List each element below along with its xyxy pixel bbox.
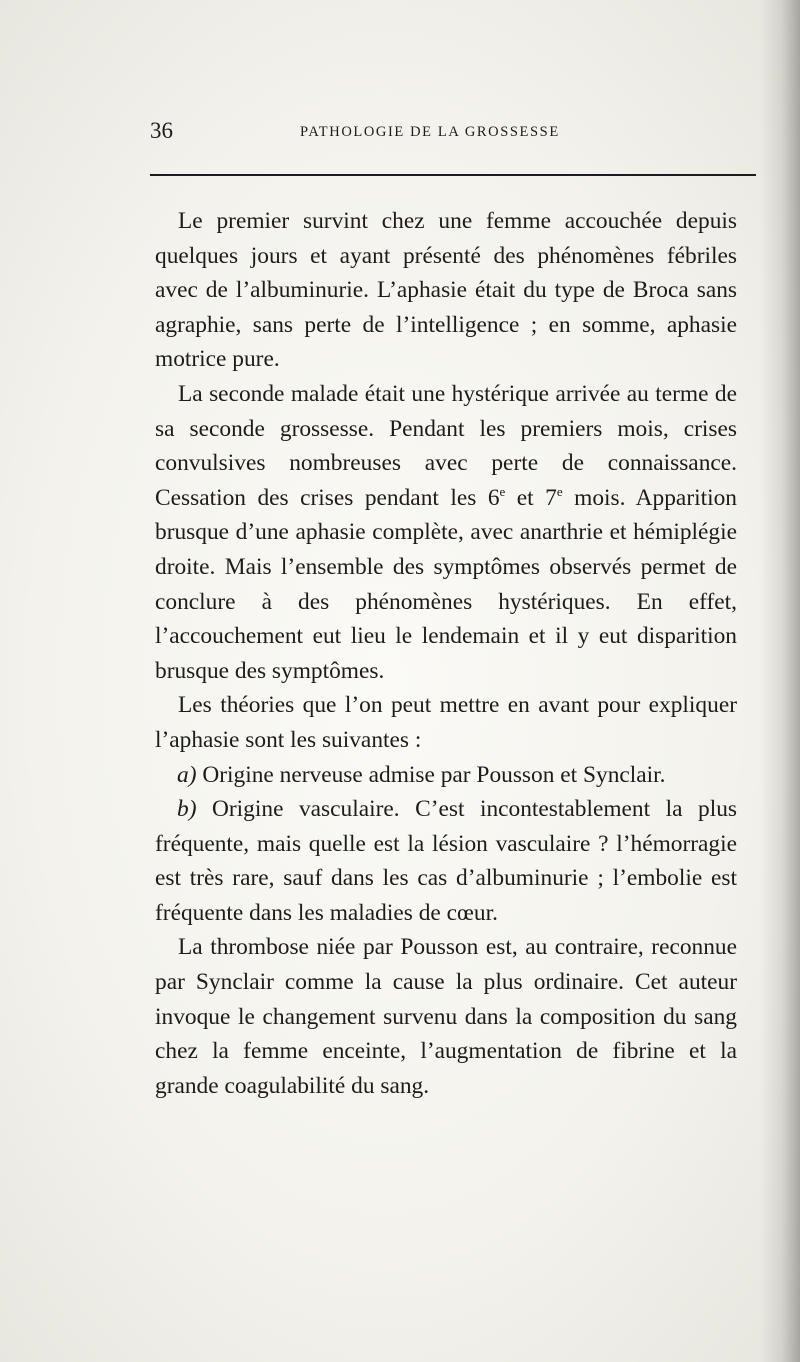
paragraph-second-case-part-1: La seconde malade était une hystérique arrivée au terme de sa seconde grossesse. Pendant les premiers mois, crises convulsives nombreuses avec perte de connaissance. Cessation des crises pendant les 6 bbox=[155, 380, 737, 511]
paragraph-second-case-part-2: et 7 bbox=[505, 484, 557, 511]
gutter-shadow bbox=[760, 0, 800, 1362]
list-marker-b: b) bbox=[177, 796, 197, 823]
superscript-6e: e bbox=[499, 483, 506, 499]
superscript-7e: e bbox=[556, 483, 563, 499]
running-title: PATHOLOGIE DE LA GROSSESSE bbox=[300, 124, 560, 140]
paragraph-first-case: Le premier survint chez une femme accouchée depuis quelques jours et ayant présenté des phénomènes fébriles avec de l’albuminurie. L’aphasie était du type de Broca sans agraphie, sans perte de l’intelligence ; en somme, aphasie motrice pure. bbox=[155, 208, 737, 373]
header-rule bbox=[150, 174, 756, 176]
list-item-b bbox=[155, 792, 737, 930]
page-number: 36 bbox=[150, 118, 173, 143]
paragraph-thrombosis: La thrombose niée par Pousson est, au contraire, reconnue par Synclair comme la cause la plus ordinaire. Cet auteur invoque le changement survenu dans la composition du sang chez la femme enceinte, l’augmentation de fibrine et la grande coagulabilité du sang. bbox=[155, 934, 737, 1099]
list-marker-a: a) bbox=[177, 761, 197, 788]
list-item-b-text: Origine vasculaire. C’est incontestablement la plus fréquente, mais quelle est la lésion vasculaire ? l’hémorragie est très rare, sauf dans les cas d’albuminurie ; l’embolie est fréquente dans les maladies de cœur. bbox=[155, 796, 737, 926]
paragraph-second-case bbox=[155, 377, 737, 688]
paragraph-theories: Les théories que l’on peut mettre en avant pour expliquer l’aphasie sont les suivantes : bbox=[155, 692, 737, 753]
list-item-a bbox=[155, 758, 737, 793]
body-text bbox=[155, 204, 737, 1103]
page-header bbox=[150, 118, 755, 150]
paragraph-second-case-part-3: mois. Apparition brusque d’une aphasie complète, avec anarthrie et hémiplégie droite. Mais l’ensemble des symptômes observés permet de conclure à des phénomènes hystériques. En effet, l’accouchement eut lieu le lendemain et il y eut disparition brusque des symptômes. bbox=[155, 484, 737, 684]
list-item-a-text: Origine nerveuse admise par Pousson et Synclair. bbox=[196, 761, 666, 788]
